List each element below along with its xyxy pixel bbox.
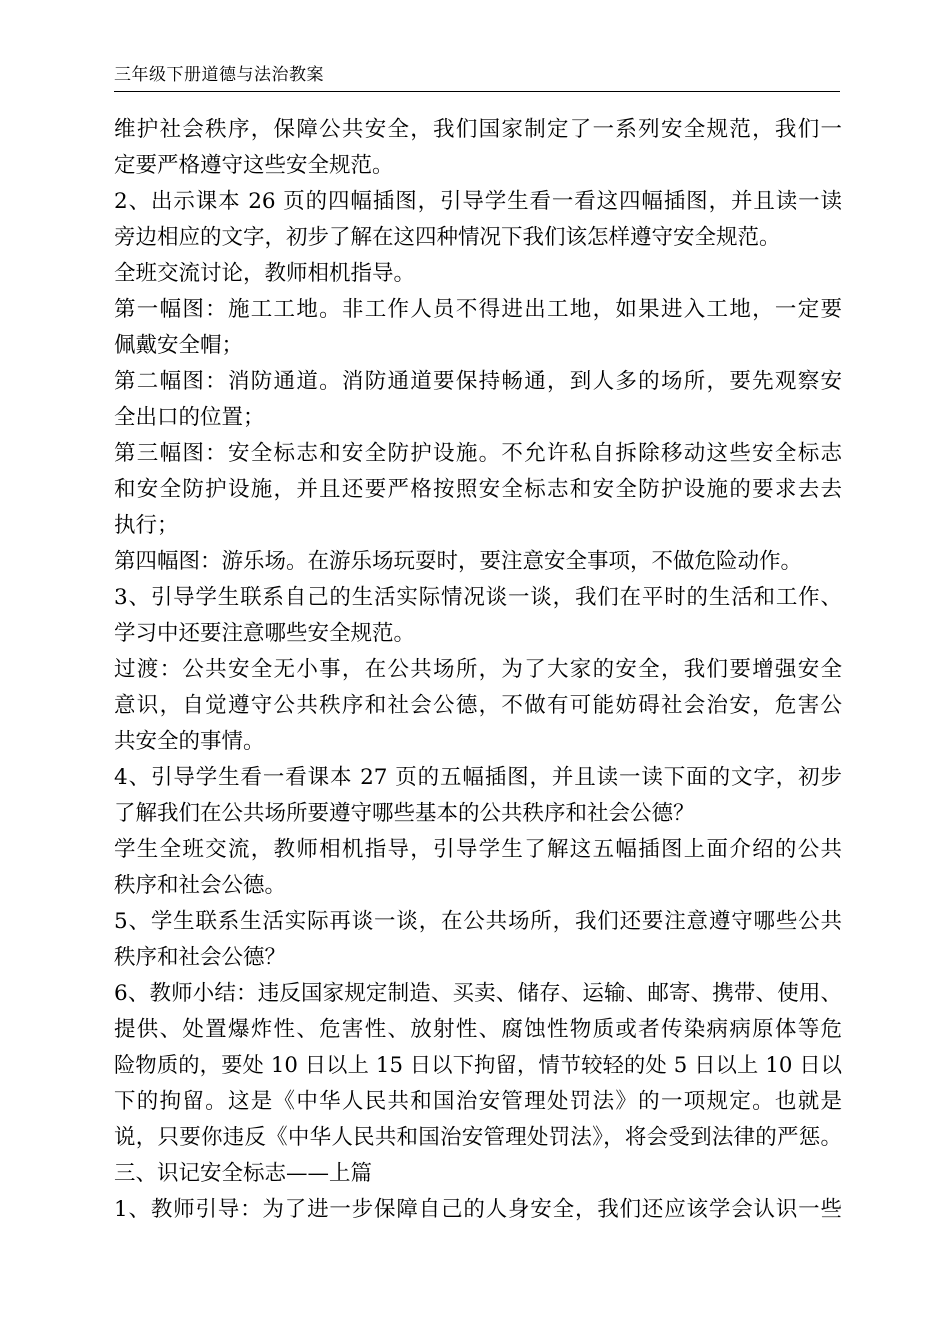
text-line: 第一幅图：施工工地。非工作人员不得进出工地，如果进入工地，一定要 [114, 297, 842, 322]
text-line: 1、教师引导：为了进一步保障自己的人身安全，我们还应该学会认识一些 [114, 1197, 842, 1222]
text-line: 全出口的位置； [114, 405, 265, 430]
text-line: 2、出示课本 26 页的四幅插图，引导学生看一看这四幅插图，并且读一读 [114, 189, 842, 214]
text-line: 意识，自觉遵守公共秩序和社会公德，不做有可能妨碍社会治安，危害公 [114, 693, 842, 718]
text-line: 第二幅图：消防通道。消防通道要保持畅通，到人多的场所，要先观察安 [114, 369, 842, 394]
text-line: 学生全班交流，教师相机指导，引导学生了解这五幅插图上面介绍的公共 [114, 837, 842, 862]
text-line: 提供、处置爆炸性、危害性、放射性、腐蚀性物质或者传染病病原体等危 [114, 1017, 842, 1042]
text-line: 5、学生联系生活实际再谈一谈，在公共场所，我们还要注意遵守哪些公共 [114, 909, 842, 934]
text-line: 下的拘留。这是《中华人民共和国治安管理处罚法》的一项规定。也就是 [114, 1089, 842, 1114]
text-line: 共安全的事情。 [114, 729, 265, 754]
body-text [114, 112, 842, 1228]
text-line: 秩序和社会公德？ [114, 945, 287, 970]
text-line: 了解我们在公共场所要遵守哪些基本的公共秩序和社会公德？ [114, 801, 695, 826]
text-line: 第四幅图：游乐场。在游乐场玩耍时，要注意安全事项，不做危险动作。 [114, 549, 803, 574]
text-line: 秩序和社会公德。 [114, 873, 287, 898]
text-line: 过渡：公共安全无小事，在公共场所，为了大家的安全，我们要增强安全 [114, 657, 842, 682]
text-line: 6、教师小结：违反国家规定制造、买卖、储存、运输、邮寄、携带、使用、 [114, 981, 842, 1006]
text-line: 险物质的，要处 10 日以上 15 日以下拘留，情节较轻的处 5 日以上 10 日以 [114, 1053, 842, 1078]
text-line: 说，只要你违反《中华人民共和国治安管理处罚法》，将会受到法律的严惩。 [114, 1125, 842, 1150]
text-line: 三、识记安全标志——上篇 [114, 1161, 373, 1186]
text-line: 学习中还要注意哪些安全规范。 [114, 621, 416, 646]
text-line: 第三幅图：安全标志和安全防护设施。不允许私自拆除移动这些安全标志 [114, 441, 842, 466]
page-header [114, 62, 840, 92]
text-line: 4、引导学生看一看课本 27 页的五幅插图，并且读一读下面的文字，初步 [114, 765, 842, 790]
text-line: 和安全防护设施，并且还要严格按照安全标志和安全防护设施的要求去去 [114, 477, 842, 502]
text-line: 3、引导学生联系自己的生活实际情况谈一谈，我们在平时的生活和工作、 [114, 585, 842, 610]
text-line: 维护社会秩序，保障公共安全，我们国家制定了一系列安全规范，我们一 [114, 117, 842, 142]
text-line: 执行； [114, 513, 179, 538]
header-title: 三年级下册道德与法治教案 [114, 65, 324, 85]
text-line: 佩戴安全帽； [114, 333, 244, 358]
text-line: 定要严格遵守这些安全规范。 [114, 153, 394, 178]
text-line: 旁边相应的文字，初步了解在这四种情况下我们该怎样遵守安全规范。 [114, 225, 781, 250]
text-line: 全班交流讨论，教师相机指导。 [114, 261, 416, 286]
